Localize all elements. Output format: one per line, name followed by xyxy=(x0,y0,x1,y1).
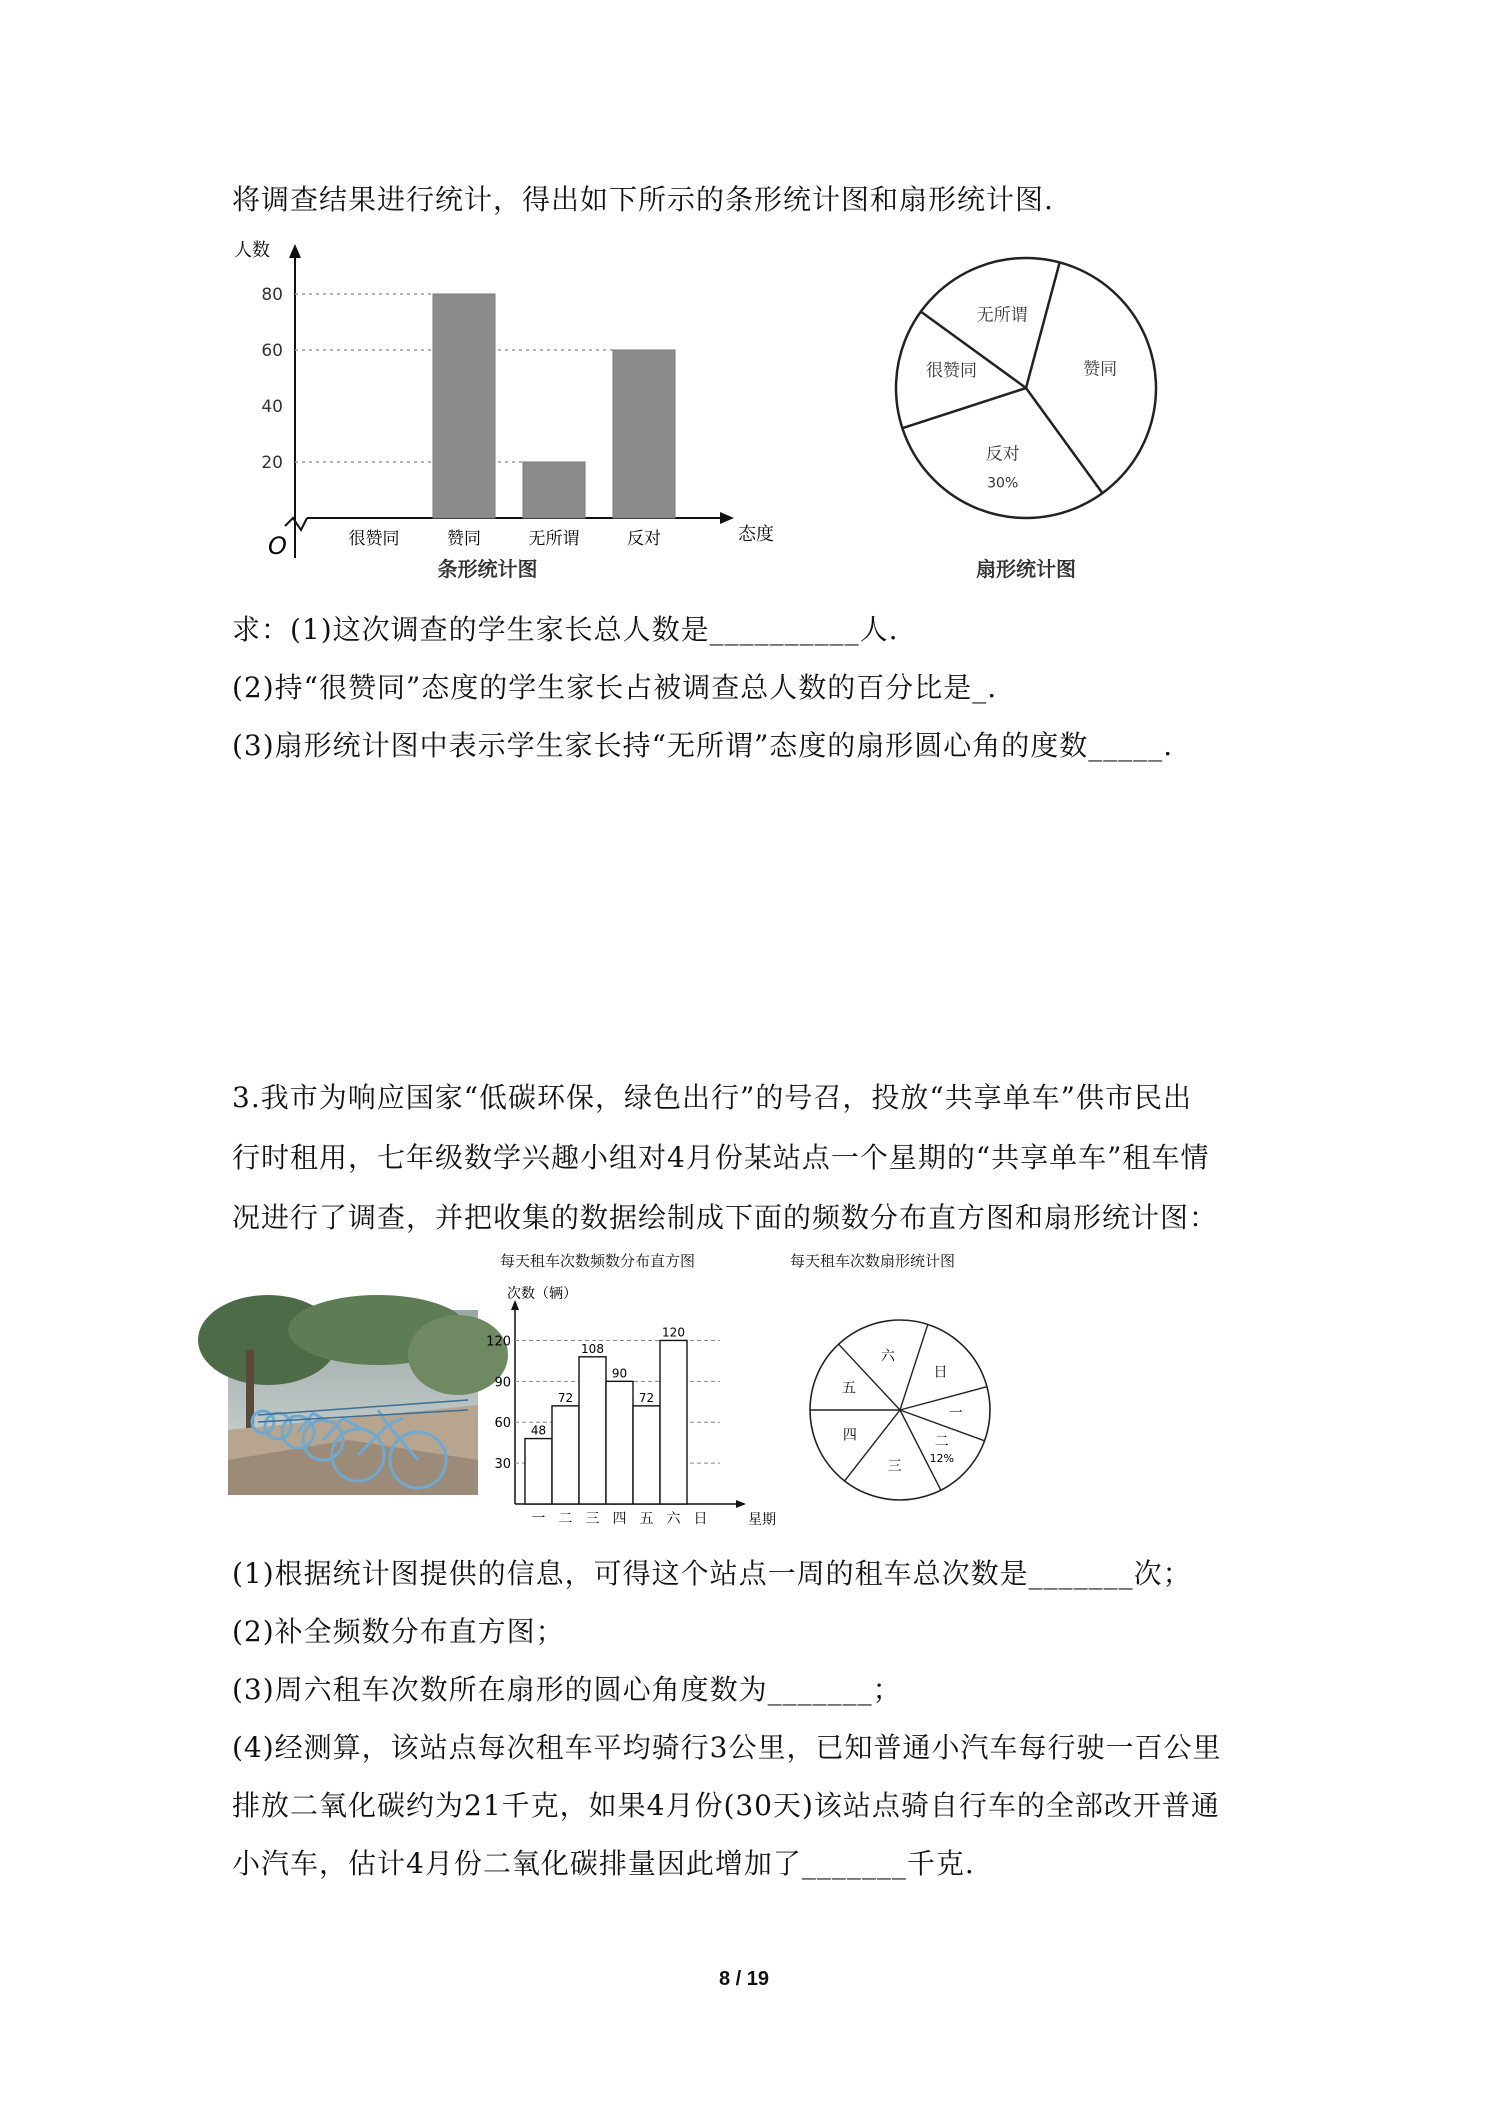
question-3-3: (3)周六租车次数所在扇形的圆心角度数为_______； xyxy=(232,1673,902,1706)
bar-反对 xyxy=(613,350,675,518)
question-3-4b: 排放二氧化碳约为21千克，如果4月份(30天)该站点骑自行车的全部改开普通 xyxy=(232,1789,1220,1822)
bar-无所谓 xyxy=(523,462,585,518)
y-tick-label: 60 xyxy=(261,341,283,361)
x-tick-label: 五 xyxy=(639,1511,654,1527)
y-axis-arrow xyxy=(289,244,301,258)
x-tick-label: 很赞同 xyxy=(348,529,400,549)
x-axis-label: 星期 xyxy=(748,1512,776,1528)
bicycle-row-photo-icon xyxy=(228,1310,478,1495)
y-tick-label: 80 xyxy=(261,285,283,305)
pie-slice-label: 六 xyxy=(880,1348,895,1365)
y-tick-label: 120 xyxy=(486,1334,511,1350)
x-axis-label: 态度 xyxy=(738,524,774,545)
histogram-bar-四 xyxy=(606,1381,633,1504)
attitude-pie-chart xyxy=(880,238,1180,598)
y-tick-label: 40 xyxy=(261,397,283,417)
y-tick-label: 20 xyxy=(261,453,283,473)
histogram-title: 每天租车次数频数分布直方图 xyxy=(500,1252,696,1270)
pie-slice-label: 很赞同 xyxy=(926,361,978,382)
y-tick-label: 60 xyxy=(494,1416,511,1432)
bar-chart-caption: 条形统计图 xyxy=(437,557,538,581)
pie-slice-label: 赞同 xyxy=(1083,359,1118,380)
histogram-data-label: 48 xyxy=(530,1423,547,1438)
pie-slice-percent: 30% xyxy=(987,475,1019,492)
question-3-4a: (4)经测算，该站点每次租车平均骑行3公里，已知普通小汽车每行驶一百公里 xyxy=(232,1731,1222,1764)
x-tick-label: 无所谓 xyxy=(528,529,580,549)
pie-slice-label: 二 xyxy=(934,1433,949,1450)
question-3-2: (2)补全频数分布直方图； xyxy=(232,1615,565,1648)
rental-pie-chart xyxy=(790,1300,1010,1520)
histogram-data-label: 72 xyxy=(638,1390,655,1405)
attitude-bar-chart xyxy=(230,238,774,598)
histogram-bar-二 xyxy=(552,1406,579,1504)
pie-slice-percent: 12% xyxy=(929,1451,955,1465)
x-tick-label: 赞同 xyxy=(447,529,481,549)
x-tick-label: 三 xyxy=(585,1511,600,1527)
pie-slice-label: 五 xyxy=(841,1380,856,1397)
origin-label: O xyxy=(268,532,287,560)
question-1-2: (2)持“很赞同”态度的学生家长占被调查总人数的百分比是_. xyxy=(232,671,998,704)
pie-slice-label: 反对 xyxy=(985,444,1020,465)
histogram-bar-一 xyxy=(525,1439,552,1504)
problem3-line-2: 行时租用，七年级数学兴趣小组对4月份某站点一个星期的“共享单车”租车情 xyxy=(232,1141,1210,1174)
question-3-4c: 小汽车，估计4月份二氧化碳排量因此增加了_______千克. xyxy=(232,1847,975,1880)
histogram-data-label: 120 xyxy=(662,1325,685,1340)
histogram-bar-六 xyxy=(660,1340,687,1504)
pie-slice-label: 无所谓 xyxy=(976,305,1028,326)
problem3-line-3: 况进行了调查，并把收集的数据绘制成下面的频数分布直方图和扇形统计图： xyxy=(232,1201,1219,1234)
x-axis-arrow xyxy=(720,512,734,524)
histogram-bar-三 xyxy=(579,1357,606,1504)
pie-slice-label: 四 xyxy=(842,1427,857,1444)
x-tick-label: 六 xyxy=(666,1511,681,1527)
question-1-1: 求：(1)这次调查的学生家长总人数是__________人. xyxy=(232,613,899,646)
question-1-3: (3)扇形统计图中表示学生家长持“无所谓”态度的扇形圆心角的度数_____. xyxy=(232,729,1174,762)
question-3-1: (1)根据统计图提供的信息，可得这个站点一周的租车总次数是_______次； xyxy=(232,1557,1192,1590)
histogram-bar-五 xyxy=(633,1406,660,1504)
y-tick-label: 90 xyxy=(494,1375,511,1391)
y-axis-label: 人数 xyxy=(234,240,270,261)
histogram-data-label: 90 xyxy=(611,1366,628,1381)
pie-chart-caption: 扇形统计图 xyxy=(976,557,1076,581)
pie-slice-label: 三 xyxy=(887,1458,902,1475)
x-tick-label: 反对 xyxy=(627,529,661,549)
x-tick-label: 一 xyxy=(531,1511,546,1527)
histogram-data-label: 108 xyxy=(581,1341,604,1356)
histogram-data-label: 72 xyxy=(557,1390,574,1405)
page-number: 8 / 19 xyxy=(718,1968,770,1990)
problem3-line-1: 3.我市为响应国家“低碳环保，绿色出行”的号召，投放“共享单车”供市民出 xyxy=(232,1081,1192,1114)
rental-histogram xyxy=(485,1282,805,1530)
pie-slice-label: 一 xyxy=(948,1405,963,1422)
intro-text: 将调查结果进行统计，得出如下所示的条形统计图和扇形统计图. xyxy=(232,183,1054,216)
pie-slice-label: 日 xyxy=(933,1364,948,1381)
bar-赞同 xyxy=(433,294,495,518)
x-tick-label: 日 xyxy=(693,1511,708,1527)
y-axis-label: 次数（辆） xyxy=(507,1286,577,1302)
pie2-title: 每天租车次数扇形统计图 xyxy=(790,1252,956,1270)
x-tick-label: 二 xyxy=(558,1511,573,1527)
x-tick-label: 四 xyxy=(612,1511,627,1527)
y-tick-label: 30 xyxy=(494,1457,511,1473)
x-axis-arrow xyxy=(736,1500,746,1508)
